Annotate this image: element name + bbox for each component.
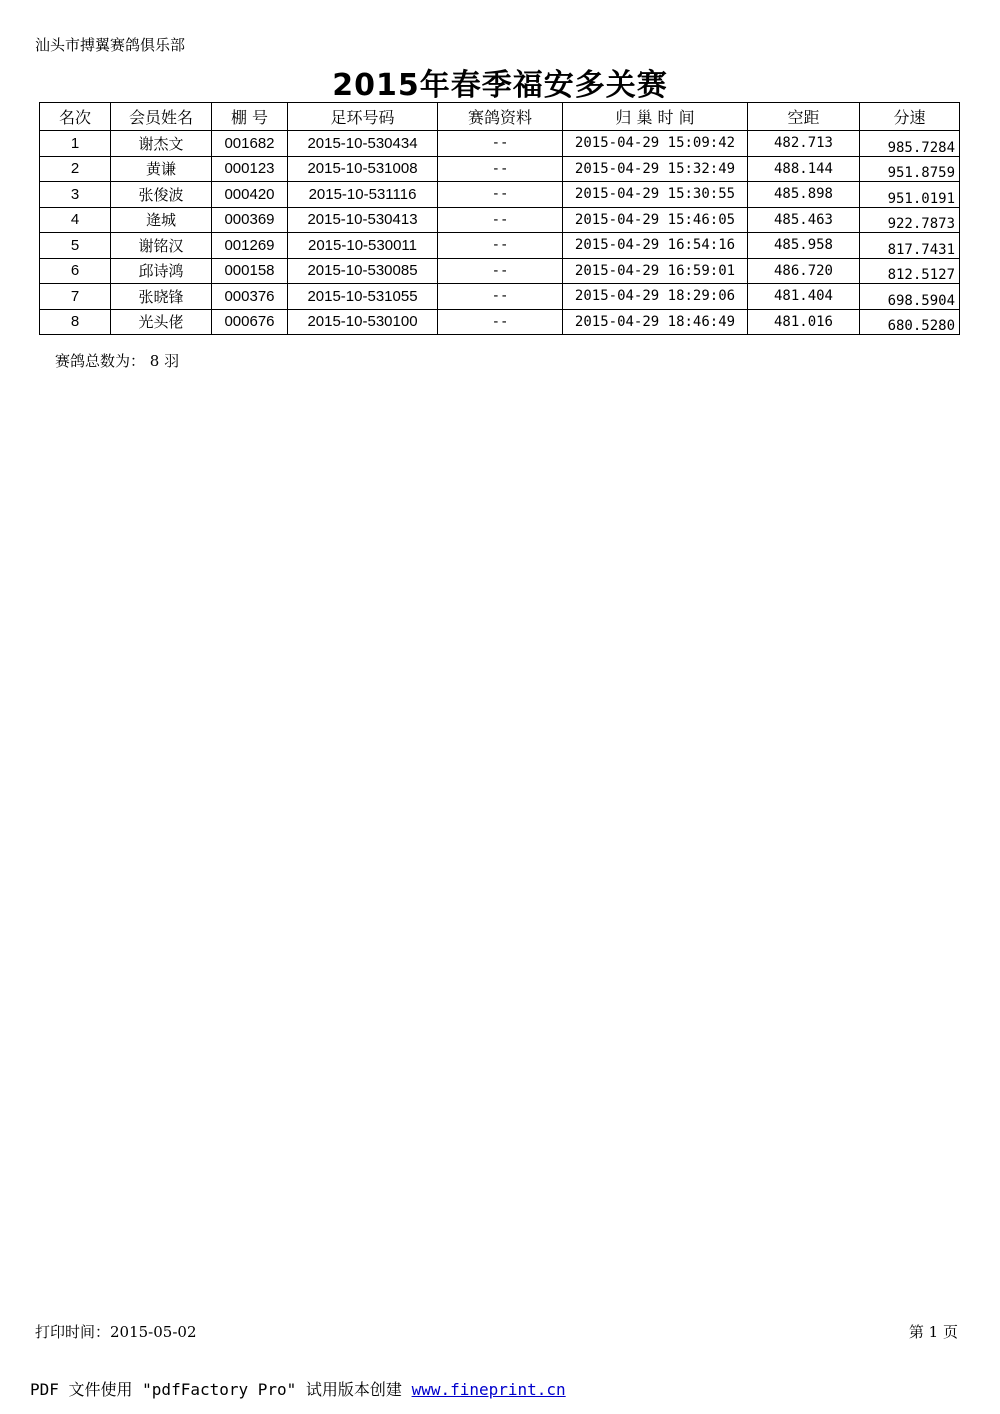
pdf-creator-note: [30, 1377, 566, 1400]
member-cell: 光头佬: [111, 309, 212, 335]
arrival-cell: 2015-04-29 16:59:01: [563, 258, 748, 284]
fineprint-link[interactable]: www.fineprint.cn: [411, 1380, 566, 1399]
table-row: [40, 207, 960, 233]
member-cell: 邱诗鸿: [111, 258, 212, 284]
distance-cell: 485.898: [748, 182, 860, 208]
speed-cell: 812.5127: [860, 258, 960, 284]
column-header-member: 会员姓名: [111, 103, 212, 131]
arrival-cell: 2015-04-29 16:54:16: [563, 233, 748, 259]
rank-cell: 1: [40, 131, 111, 157]
info-cell: --: [438, 182, 563, 208]
ring-cell: 2015-10-530011: [288, 233, 438, 259]
speed-cell: 985.7284: [860, 131, 960, 157]
speed-cell: 951.0191: [860, 182, 960, 208]
ring-cell: 2015-10-531055: [288, 284, 438, 310]
member-cell: 谢铭汉: [111, 233, 212, 259]
column-header-distance: 空距: [748, 103, 860, 131]
table-row: [40, 156, 960, 182]
rank-cell: 2: [40, 156, 111, 182]
member-cell: 谢杰文: [111, 131, 212, 157]
arrival-cell: 2015-04-29 18:29:06: [563, 284, 748, 310]
column-header-rank: 名次: [40, 103, 111, 131]
info-cell: --: [438, 284, 563, 310]
speed-cell: 922.7873: [860, 207, 960, 233]
table-row: [40, 284, 960, 310]
distance-cell: 485.463: [748, 207, 860, 233]
loft-cell: 000376: [212, 284, 288, 310]
ring-cell: 2015-10-530100: [288, 309, 438, 335]
speed-cell: 698.5904: [860, 284, 960, 310]
speed-cell: 817.7431: [860, 233, 960, 259]
info-cell: --: [438, 309, 563, 335]
total-pigeons-text: 赛鸽总数为： 8 羽: [55, 352, 180, 370]
distance-cell: 488.144: [748, 156, 860, 182]
club-name: 汕头市搏翼赛鸽俱乐部: [35, 36, 186, 54]
rank-cell: 5: [40, 233, 111, 259]
info-cell: --: [438, 156, 563, 182]
pdf-note-text: PDF 文件使用 "pdfFactory Pro" 试用版本创建: [30, 1380, 412, 1399]
rank-cell: 3: [40, 182, 111, 208]
loft-cell: 000123: [212, 156, 288, 182]
speed-cell: 951.8759: [860, 156, 960, 182]
distance-cell: 481.404: [748, 284, 860, 310]
report-title: 2015年春季福安多关赛: [332, 68, 668, 103]
info-cell: --: [438, 258, 563, 284]
loft-cell: 000369: [212, 207, 288, 233]
speed-cell: 680.5280: [860, 309, 960, 335]
ring-cell: 2015-10-530085: [288, 258, 438, 284]
table-row: [40, 182, 960, 208]
table-row: [40, 131, 960, 157]
loft-cell: 000676: [212, 309, 288, 335]
table-row: [40, 233, 960, 259]
distance-cell: 486.720: [748, 258, 860, 284]
member-cell: 逄城: [111, 207, 212, 233]
distance-cell: 482.713: [748, 131, 860, 157]
arrival-cell: 2015-04-29 15:32:49: [563, 156, 748, 182]
results-table: [39, 102, 960, 335]
column-header-loft: 棚 号: [212, 103, 288, 131]
loft-cell: 001682: [212, 131, 288, 157]
loft-cell: 001269: [212, 233, 288, 259]
column-header-info: 赛鸽资料: [438, 103, 563, 131]
arrival-cell: 2015-04-29 18:46:49: [563, 309, 748, 335]
ring-cell: 2015-10-530413: [288, 207, 438, 233]
distance-cell: 481.016: [748, 309, 860, 335]
ring-cell: 2015-10-530434: [288, 131, 438, 157]
table-header-row: [40, 103, 960, 131]
rank-cell: 4: [40, 207, 111, 233]
table-row: [40, 258, 960, 284]
member-cell: 黄谦: [111, 156, 212, 182]
ring-cell: 2015-10-531008: [288, 156, 438, 182]
arrival-cell: 2015-04-29 15:09:42: [563, 131, 748, 157]
page-number: 第 1 页: [908, 1323, 958, 1341]
member-cell: 张晓锋: [111, 284, 212, 310]
rank-cell: 6: [40, 258, 111, 284]
info-cell: --: [438, 131, 563, 157]
info-cell: --: [438, 207, 563, 233]
loft-cell: 000420: [212, 182, 288, 208]
distance-cell: 485.958: [748, 233, 860, 259]
column-header-ring: 足环号码: [288, 103, 438, 131]
loft-cell: 000158: [212, 258, 288, 284]
member-cell: 张俊波: [111, 182, 212, 208]
arrival-cell: 2015-04-29 15:46:05: [563, 207, 748, 233]
print-time: 打印时间：2015-05-02: [35, 1323, 197, 1341]
rank-cell: 8: [40, 309, 111, 335]
rank-cell: 7: [40, 284, 111, 310]
ring-cell: 2015-10-531116: [288, 182, 438, 208]
column-header-arrival: 归 巢 时 间: [563, 103, 748, 131]
arrival-cell: 2015-04-29 15:30:55: [563, 182, 748, 208]
table-row: [40, 309, 960, 335]
column-header-speed: 分速: [860, 103, 960, 131]
info-cell: --: [438, 233, 563, 259]
